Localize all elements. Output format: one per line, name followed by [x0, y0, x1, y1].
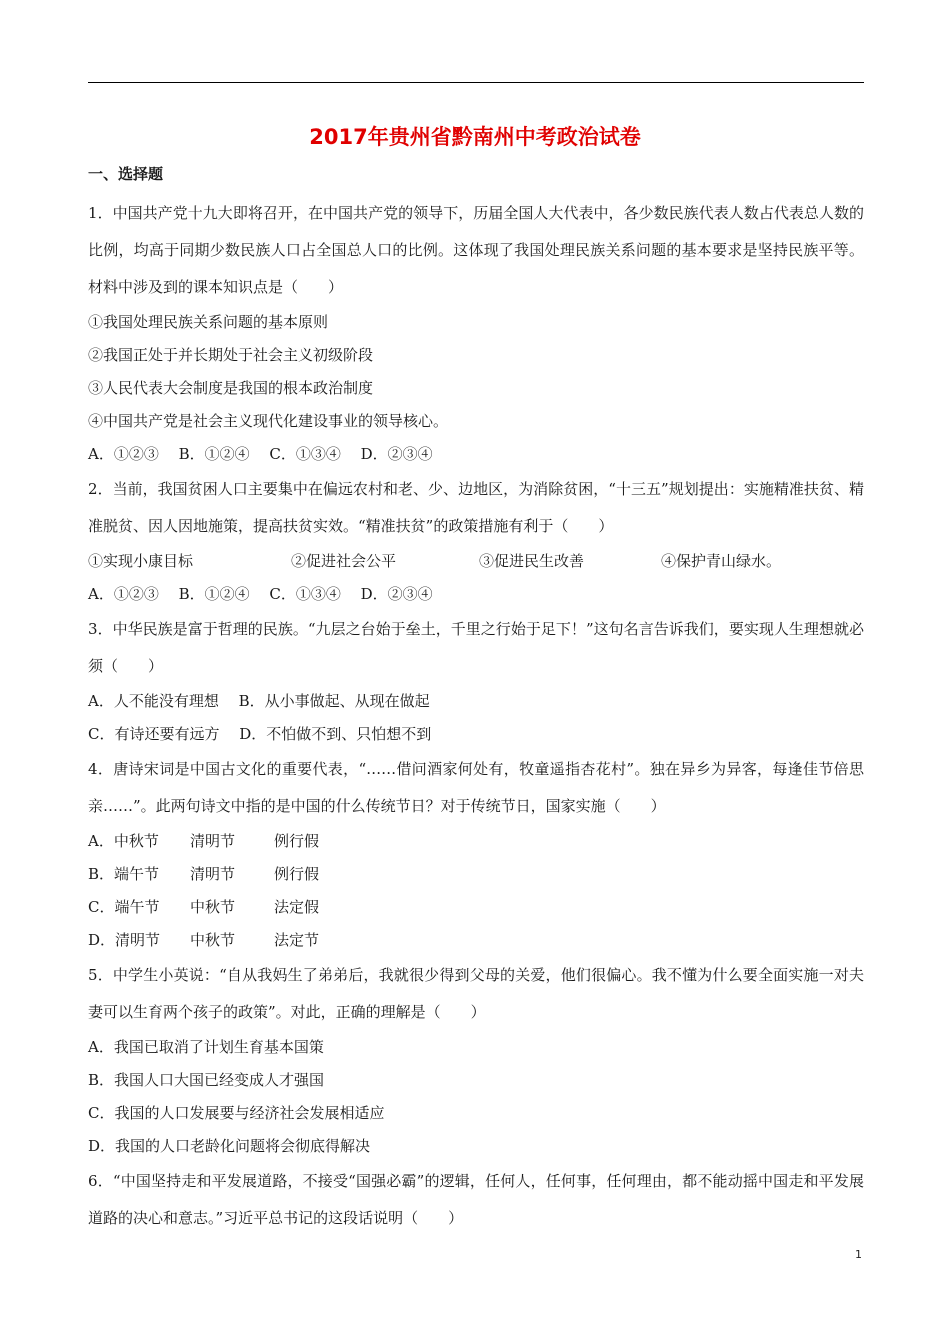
question-1-item: ②我国正处于并长期处于社会主义初级阶段	[88, 346, 374, 364]
option-letter-festival: A．中秋节	[88, 832, 159, 850]
question-1	[88, 195, 864, 471]
question-2-choices: A．①②③ B．①②④ C．①③④ D．②③④	[88, 585, 433, 603]
question-list	[88, 195, 864, 1237]
option-festival: 清明节	[190, 865, 236, 883]
question-1-item: ③人民代表大会制度是我国的根本政治制度	[88, 379, 374, 397]
option-letter-festival: B．端午节	[88, 865, 160, 883]
option-festival: 中秋节	[190, 898, 236, 916]
question-4-option	[88, 891, 864, 924]
page-number: 1	[855, 1248, 862, 1261]
question-3-stem: 3．中华民族是富于哲理的民族。“九层之台始于垒土，千里之行始于足下！”这句名言告诉我们，要实现人生理想就必须（ ）	[88, 620, 864, 675]
question-5-option: B．我国人口大国已经变成人才强国	[88, 1071, 325, 1089]
question-3-options-row: C．有诗还要有远方 D．不怕做不到、只怕想不到	[88, 725, 432, 743]
question-6	[88, 1163, 864, 1237]
question-5-option: C．我国的人口发展要与经济社会发展相适应	[88, 1104, 385, 1122]
question-4	[88, 751, 864, 957]
question-5-stem: 5．中学生小英说：“自从我妈生了弟弟后，我就很少得到父母的关爱，他们很偏心。我不懂为什么要全面实施一对夫妻可以生育两个孩子的政策”。对此，正确的理解是（ ）	[88, 966, 864, 1021]
question-2-item: ③促进民生改善	[479, 552, 585, 570]
question-5	[88, 957, 864, 1163]
question-2-item: ④保护青山绿水。	[661, 552, 782, 570]
question-4-stem: 4．唐诗宋词是中国古文化的重要代表，“……借问酒家何处有，牧童遥指杏花村”。独在异乡为异客，每逢佳节倍思亲……”。此两句诗文中指的是中国的什么传统节日？对于传统节日，国家实施（ ）	[88, 760, 864, 815]
question-1-item: ①我国处理民族关系问题的基本原则	[88, 313, 329, 331]
page-title: 2017年贵州省黔南州中考政治试卷	[309, 125, 641, 149]
question-1-stem: 1．中国共产党十九大即将召开，在中国共产党的领导下，历届全国人大代表中，各少数民族代表人数占代表总人数的比例，均高于同期少数民族人口占全国总人口的比例。这体现了我国处理民族关系问题的基本要求是坚持民族平等。材料中涉及到的课本知识点是（ ）	[88, 204, 864, 296]
question-1-item: ④中国共产党是社会主义现代化建设事业的领导核心。	[88, 412, 449, 430]
option-letter-festival: C．端午节	[88, 898, 160, 916]
question-2-stem: 2．当前，我国贫困人口主要集中在偏远农村和老、少、边地区，为消除贫困，“十三五”规划提出：实施精准扶贫、精准脱贫、因人因地施策，提高扶贫实效。“精准扶贫”的政策措施有利于（ ）	[88, 480, 864, 535]
section-heading: 一、选择题	[88, 165, 164, 183]
question-5-option: A．我国已取消了计划生育基本国策	[88, 1038, 324, 1056]
question-2	[88, 471, 864, 611]
option-holiday-type: 例行假	[274, 865, 320, 883]
question-3	[88, 611, 864, 751]
question-5-option: D．我国的人口老龄化问题将会彻底得解决	[88, 1137, 371, 1155]
header-rule	[88, 82, 864, 83]
option-festival: 清明节	[190, 832, 236, 850]
option-letter-festival: D．清明节	[88, 931, 161, 949]
option-holiday-type: 例行假	[274, 832, 320, 850]
question-2-item: ①实现小康目标	[88, 552, 194, 570]
question-2-item: ②促进社会公平	[291, 552, 397, 570]
option-festival: 中秋节	[190, 931, 236, 949]
question-4-option	[88, 924, 864, 957]
question-4-option	[88, 825, 864, 858]
question-3-options-row: A．人不能没有理想 B．从小事做起、从现在做起	[88, 692, 430, 710]
question-2-items	[88, 545, 864, 578]
option-holiday-type: 法定节	[274, 931, 320, 949]
question-6-stem: 6．“中国坚持走和平发展道路，不接受“国强必霸”的逻辑，任何人，任何事，任何理由，都不能动摇中国走和平发展道路的决心和意志。”习近平总书记的这段话说明（ ）	[88, 1172, 864, 1227]
option-holiday-type: 法定假	[274, 898, 320, 916]
question-1-choices: A．①②③ B．①②④ C．①③④ D．②③④	[88, 445, 433, 463]
question-4-option	[88, 858, 864, 891]
